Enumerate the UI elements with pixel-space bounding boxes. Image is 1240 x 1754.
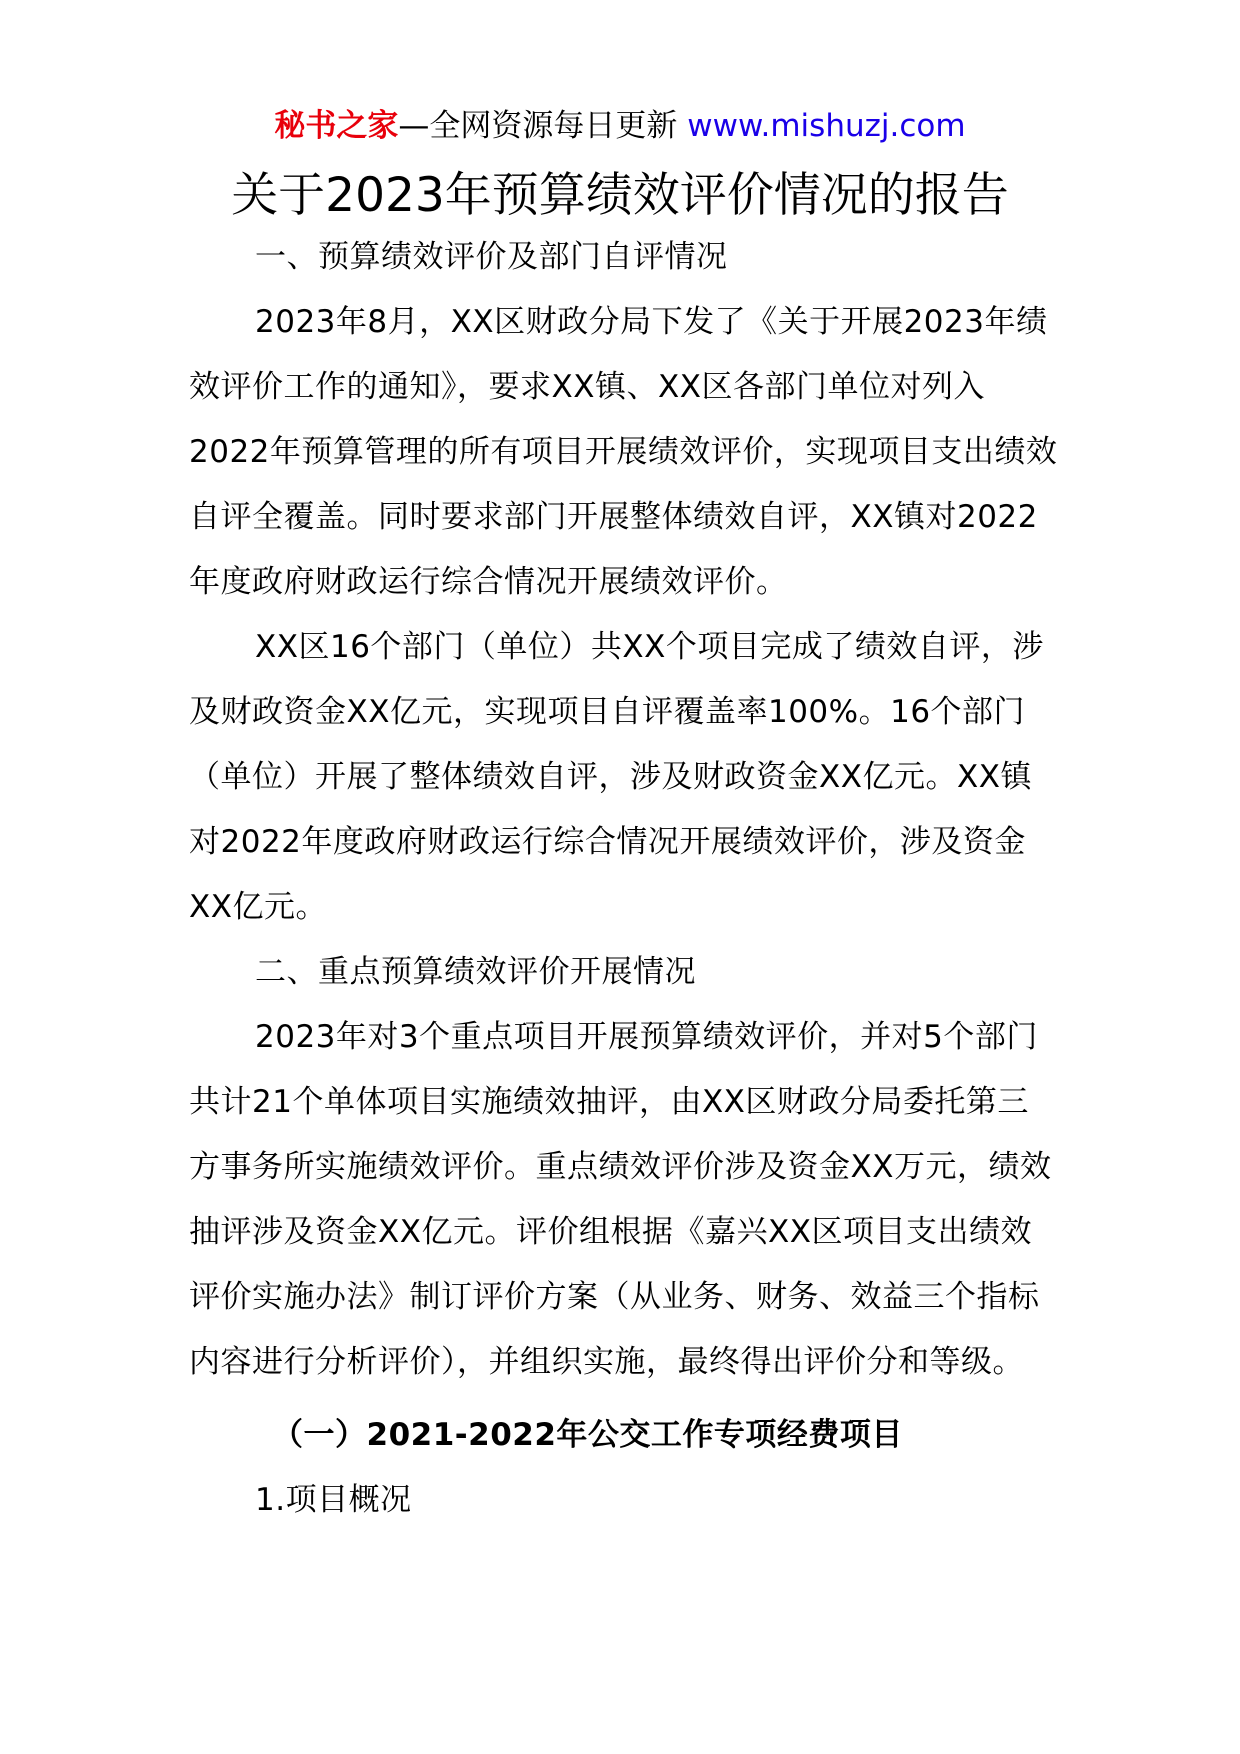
list-item-heading: 1.项目概况 [255, 1482, 412, 1518]
watermark-brand: 秘书之家 [274, 108, 399, 144]
section-heading-2: 二、重点预算绩效评价开展情况 [255, 954, 696, 990]
paragraph: 2023年8月，XX区财政分局下发了《关于开展2023年绩效评价工作的通知》，要求XX镇、XX区各部门单位对列入2022年预算管理的所有项目开展绩效评价，实现项目支出绩效自评全覆盖。同时要求部门开展整体绩效自评，XX镇对2022年度政府财政运行综合情况开展绩效评价。 [189, 304, 1058, 600]
watermark-header [0, 104, 1240, 148]
document-title: 关于2023年预算绩效评价情况的报告 [231, 168, 1009, 223]
subsection-heading-1: （一）2021-2022年公交工作专项经费项目 [272, 1417, 903, 1453]
watermark-url: www.mishuzj.com [687, 108, 966, 144]
paragraph: XX区16个部门（单位）共XX个项目完成了绩效自评，涉及财政资金XX亿元，实现项目自评覆盖率100%。16个部门（单位）开展了整体绩效自评，涉及财政资金XX亿元。XX镇对2022年度政府财政运行综合情况开展绩效评价，涉及资金XX亿元。 [189, 629, 1044, 925]
watermark-text: —全网资源每日更新 [398, 108, 688, 144]
paragraph: 2023年对3个重点项目开展预算绩效评价，并对5个部门共计21个单体项目实施绩效抽评，由XX区财政分局委托第三方事务所实施绩效评价。重点绩效评价涉及资金XX万元，绩效抽评涉及资金XX亿元。评价组根据《嘉兴XX区项目支出绩效评价实施办法》制订评价方案（从业务、财务、效益三个指标内容进行分析评价），并组织实施，最终得出评价分和等级。 [189, 1019, 1052, 1380]
section-heading-1: 一、预算绩效评价及部门自评情况 [255, 239, 728, 275]
document-body [189, 225, 1059, 1533]
